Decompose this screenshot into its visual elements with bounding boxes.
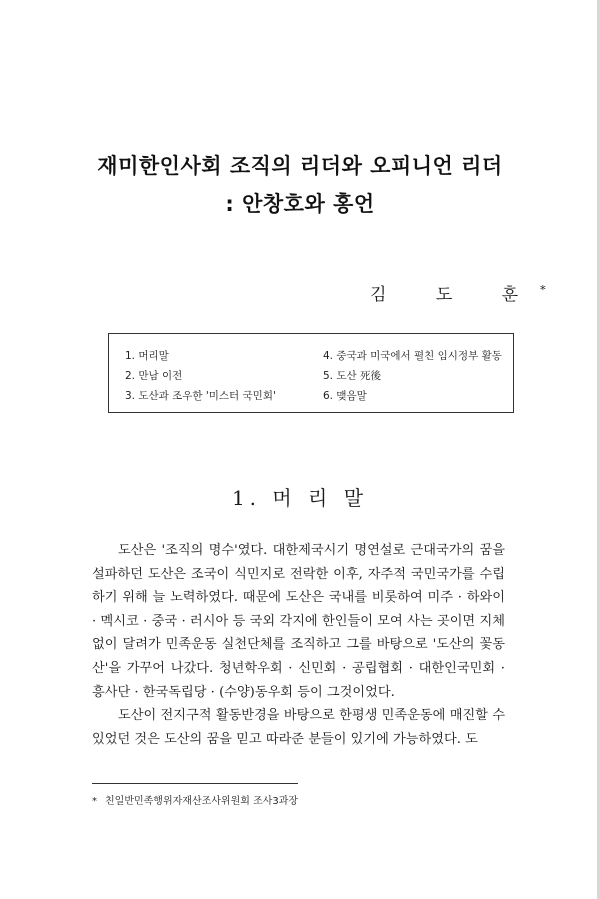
toc-item: 3. 도산과 조우한 '미스터 국민회'	[125, 390, 276, 402]
paper-title-line-2: : 안창호와 홍언	[225, 192, 375, 216]
toc-item: 1. 머리말	[125, 350, 169, 362]
author-footnote-mark: *	[540, 283, 546, 297]
toc-right-column	[323, 346, 502, 406]
toc-item: 5. 도산 死後	[323, 370, 381, 382]
body-paragraph: 도산이 전지구적 활동반경을 바탕으로 한평생 민족운동에 매진할 수 있었던 것은 도산의 꿈을 믿고 따라준 분들이 있기에 가능하였다. 도	[92, 708, 505, 747]
footnote-mark: *	[92, 796, 97, 807]
toc-item: 2. 만남 이전	[125, 370, 183, 382]
author-name	[370, 280, 546, 305]
footnote-divider	[92, 783, 298, 784]
paper-title-line-1: 재미한인사회 조직의 리더와 오피니언 리더	[97, 154, 503, 178]
table-of-contents-box	[108, 333, 514, 413]
toc-item: 6. 맺음말	[323, 390, 367, 402]
section-heading: 1. 머 리 말	[231, 486, 369, 510]
body-text	[92, 539, 505, 751]
author-name-text: 김 도 훈	[370, 285, 541, 305]
toc-item: 4. 중국과 미국에서 펼친 임시정부 활동	[323, 350, 502, 362]
footnote	[92, 792, 298, 807]
body-paragraph: 도산은 '조직의 명수'였다. 대한제국시기 명연설로 근대국가의 꿈을 설파하던 도산은 조국이 식민지로 전락한 이후, 자주적 국민국가를 수립하기 위해 늘 노력하였다. 때문에 도산은 국내를 비롯하여 미주 · 하와이 · 멕시코 · 중국 · 러시아 등 국외 각지에 한인들이 모여 사는 곳이면 지체없이 달려가 민족운동 실천단체를 조직하고 그를 바탕으로 '도산의 꽃동산'을 가꾸어 나갔다. 청년학우회 · 신민회 · 공립협회 · 대한인국민회 · 흥사단 · 한국독립당 · (수양)동우회 등이 그것이었다.	[92, 543, 505, 700]
toc-left-column	[125, 346, 276, 406]
footnote-text: 친일반민족행위자재산조사위원회 조사3과장	[105, 796, 299, 807]
